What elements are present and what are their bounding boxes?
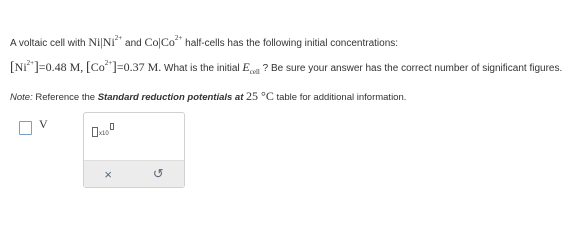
e-cell-symbol: $E_{cell}$ <box>242 60 260 76</box>
note-line: Note: Reference the Standard reduction potentials at 25 °C table for additional information. <box>10 89 407 103</box>
question-line-1: A voltaic cell with $Ni|Ni^{2+}$ and $Co|Co^{2+}$ half-cells has the following initial concentrations: <box>10 34 399 49</box>
unit-label: V <box>39 117 48 131</box>
note-label: Note: <box>10 92 33 103</box>
reference-table-link[interactable]: Standard reduction potentials at <box>97 92 244 103</box>
question-line-2: $[Ni^{2+}]=0.48$ M, $[Co^{2+}]=0.37$ M. What is the initial $E_{cell}$ ? Be sure your answer has the correct number of significant figures. <box>10 59 562 76</box>
mantissa-box-icon <box>92 127 98 137</box>
concentration-ni: $[Ni^{2+}]=0.48$ M, <box>10 59 84 75</box>
math-palette <box>83 112 185 188</box>
scientific-notation-button[interactable]: x10 <box>92 121 114 137</box>
clear-icon[interactable]: × <box>104 166 112 182</box>
palette-toolbar <box>84 160 184 187</box>
half-cell-1: $Ni|Ni^{2+}$ <box>88 34 123 49</box>
answer-input[interactable] <box>19 121 32 135</box>
exponent-box-icon <box>110 123 114 130</box>
undo-icon[interactable]: ↺ <box>152 166 164 181</box>
concentration-co: $[Co^{2+}]=0.37$ M. <box>86 59 162 75</box>
half-cell-2: $Co|Co^{2+}$ <box>144 34 183 49</box>
